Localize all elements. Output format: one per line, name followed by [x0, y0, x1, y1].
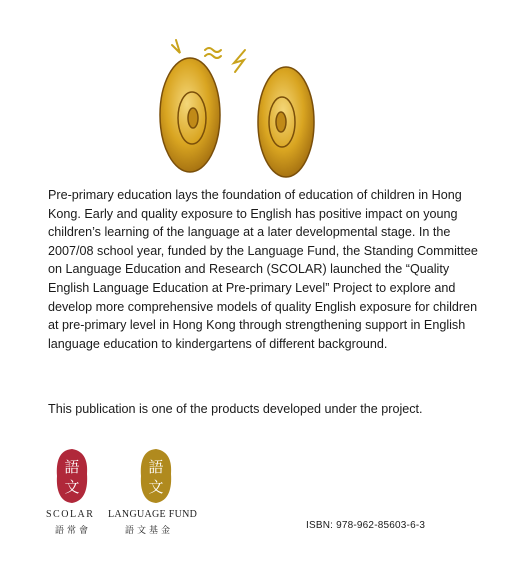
- publication-note: This publication is one of the products developed under the project.: [48, 402, 423, 416]
- scolar-chinese-name: 語常會: [55, 526, 92, 536]
- language-fund-emblem-char-2: 文: [148, 478, 164, 496]
- scolar-name: SCOLAR: [46, 509, 95, 520]
- language-fund-emblem-icon: [139, 448, 173, 504]
- right-cymbal-icon: [258, 67, 314, 177]
- language-fund-chinese-name: 語文基金: [125, 526, 174, 536]
- isbn-number: ISBN: 978-962-85603-6-3: [306, 520, 426, 531]
- scolar-emblem-icon: [55, 448, 89, 504]
- left-cymbal-icon: [160, 58, 220, 172]
- scolar-emblem-char-1: 語: [64, 458, 80, 476]
- language-fund-emblem-char-1: 語: [148, 458, 164, 476]
- scolar-emblem-char-2: 文: [64, 478, 80, 496]
- cymbals-illustration: [150, 30, 330, 180]
- language-fund-name: LANGUAGE FUND: [108, 509, 198, 520]
- intro-paragraph: Pre-primary education lays the foundation of education of children in Hong Kong. Early and quality exposure to English has positive impact on young children’s learning of the language at a later developmental stage. In the 2007/08 school year, funded by the Language Fund, the Standing Committee on Language Education and Research (SCOLAR) launched the “Quality English Language Education at Pre-primary Level” Project to explore and develop more comprehensive models of quality English exposure for children at pre-primary level in Hong Kong through strengthening support in English language education to kindergartens of different background.: [48, 188, 478, 351]
